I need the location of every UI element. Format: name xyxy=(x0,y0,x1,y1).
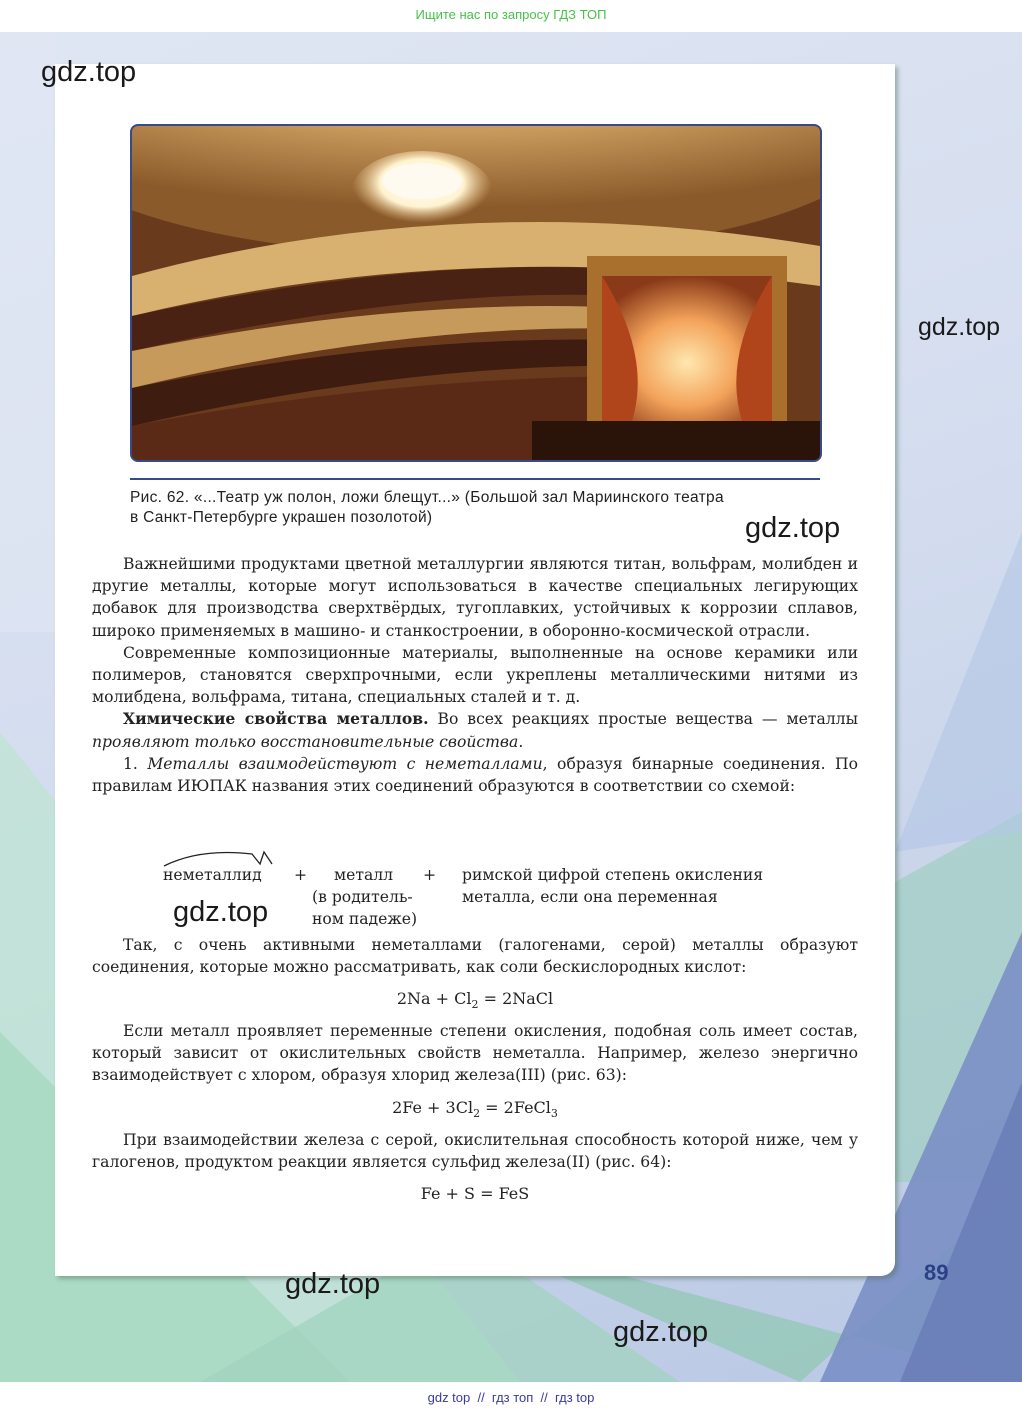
paragraph-3-end: . xyxy=(518,732,524,751)
figure-caption xyxy=(130,488,820,528)
scheme-plus-1: + xyxy=(294,866,308,884)
formula-2-left: 2Fe + 3Cl xyxy=(392,1098,474,1117)
paragraph-7: При взаимодействии железа с серой, окислительная способность которой ниже, чем у галогенов, продуктом реакции является сульфид железа(II) (рис. 64): xyxy=(92,1131,858,1172)
paragraph-1: Важнейшими продуктами цветной металлургии являются титан, вольфрам, молибден и другие металлы, которые могут использоваться в качестве специальных легирующих добавок для производства сверхтвёрдых, тугоплавких, устойчивых к коррозии сплавов, широко применяемых в машино- и станкостроении, в оборонно-космической отрасли. xyxy=(92,555,858,640)
paragraph-4 xyxy=(92,753,858,797)
watermark: gdz.top xyxy=(745,512,841,544)
paragraph-3 xyxy=(92,708,858,752)
caption-line-2: в Санкт-Петербурге украшен позолотой) xyxy=(130,509,433,526)
scheme-metal-line-2: (в родитель- xyxy=(312,888,413,906)
watermark: gdz.top xyxy=(41,56,137,88)
paragraph-3-emphasis: проявляют только восстановительные свойства xyxy=(92,732,519,751)
formula-3-text: Fe + S = FeS xyxy=(420,1184,530,1203)
body-text-block-1 xyxy=(92,553,858,797)
paragraph-4-number: 1. xyxy=(123,754,148,773)
banner-text: Ищите нас по запросу ГДЗ ТОП xyxy=(415,7,607,22)
scheme-part-nonmetal: неметаллид xyxy=(163,866,262,884)
scheme-oxidation-line-2: металла, если она переменная xyxy=(462,888,718,906)
formula-3 xyxy=(92,1184,858,1203)
caption-line-1: Рис. 62. «...Театр уж полон, ложи блещут...» (Большой зал Мариинского театра xyxy=(130,489,724,506)
watermark: gdz.top xyxy=(613,1316,709,1348)
scheme-plus-2: + xyxy=(423,866,437,884)
scheme-part-oxidation xyxy=(462,864,763,908)
formula-1-subscript: 2 xyxy=(471,998,479,1011)
caption-rule xyxy=(130,478,820,480)
paragraph-4-emphasis: Металлы взаимодействуют с неметаллами xyxy=(147,754,543,773)
body-text-block-2 xyxy=(92,934,858,978)
scheme-oxidation-line-1: римской цифрой степень окисления xyxy=(462,866,764,884)
formula-1 xyxy=(92,989,858,1011)
bottom-bar xyxy=(0,1382,1022,1415)
formula-1-right: = 2NaCl xyxy=(478,989,554,1008)
formula-1-left: 2Na + Cl xyxy=(396,989,472,1008)
footer-text: gdz top // гдз топ // гдз top xyxy=(427,1390,595,1405)
theatre-photo xyxy=(130,124,822,462)
theatre-illustration xyxy=(132,126,820,460)
paragraph-4-text: , образуя бинарные соединения. По правилам ИЮПАК названия этих соединений образуются в соответствии со схемой: xyxy=(92,754,858,796)
formula-2-subscript-right: 3 xyxy=(550,1107,558,1120)
page-number: 89 xyxy=(924,1260,949,1285)
paragraph-5: Так, с очень активными неметаллами (галогенами, серой) металлы образуют соединения, которые можно рассматривать, как соли бескислородных кислот: xyxy=(92,936,858,977)
paragraph-6: Если металл проявляет переменные степени окисления, подобная соль имеет состав, который зависит от окислительных свойств неметалла. Например, железо энергично взаимодействует с хлором, образуя хлорид железа(III) (рис. 63): xyxy=(92,1022,858,1085)
body-text-block-3 xyxy=(92,1020,858,1087)
section-heading: Химические свойства металлов. xyxy=(123,709,429,729)
body-text-block-4 xyxy=(92,1129,858,1173)
paragraph-3-text: Во всех реакциях простые вещества — металлы xyxy=(428,710,858,729)
formula-2 xyxy=(92,1098,858,1120)
scheme-part-metal xyxy=(312,864,417,930)
paragraph-2: Современные композиционные материалы, выполненные на основе керамики или полимеров, становятся сверхпрочными, если укреплены металлическими нитями из молибдена, вольфрама, титана, специальных сталей и т. д. xyxy=(92,643,858,707)
top-banner xyxy=(0,0,1022,32)
formula-2-subscript-left: 2 xyxy=(473,1107,481,1120)
watermark: gdz.top xyxy=(918,313,1001,341)
scheme-metal-line-1: металл xyxy=(334,866,394,884)
scheme-metal-line-3: ном падеже) xyxy=(312,910,418,928)
formula-2-right: = 2FeCl xyxy=(480,1098,551,1117)
watermark: gdz.top xyxy=(173,896,269,928)
watermark: gdz.top xyxy=(285,1268,381,1300)
